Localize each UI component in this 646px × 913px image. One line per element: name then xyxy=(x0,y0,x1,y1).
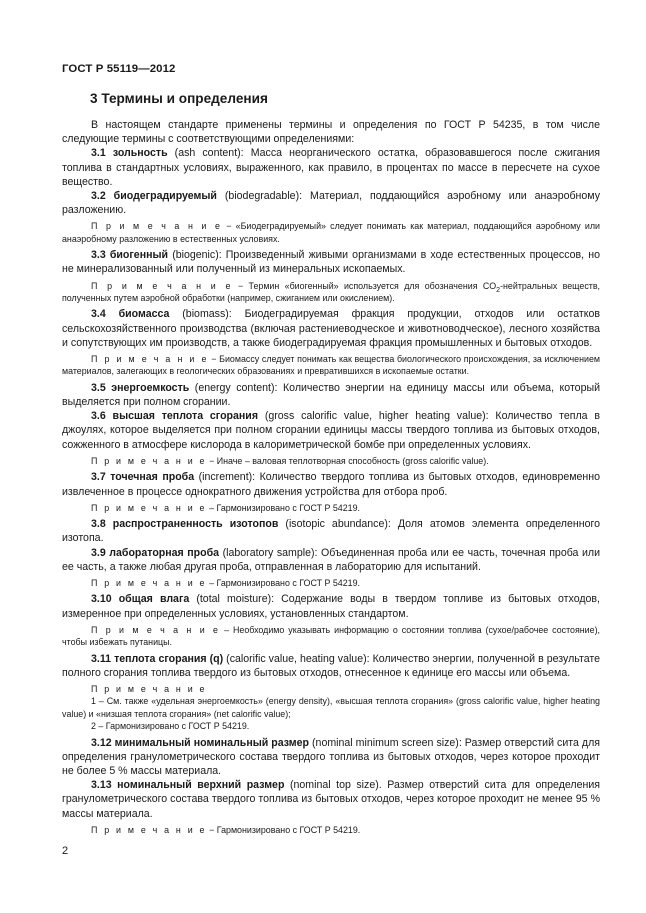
term-3-1 xyxy=(62,146,600,189)
note-text: − «Биодеградируемый» следует понимать как материал, поддающийся аэробному или анаэробному разложению в естественных условиях. xyxy=(62,221,600,244)
term-definition: (increment): Количество твердого топлива из бытовых отходов, единовременно извлеченное в процессе однократного движения устройства для отбора проб. xyxy=(62,471,600,498)
term-definition: (gross calorific value, higher heating value): Количество тепла в джоулях, которое выделяется при полном сгорании единицы массы твердого топлива из бытовых отходов, сожженного в атмосфере кислорода в калориметрической бомбе при определенных условиях. xyxy=(62,410,601,451)
note-3-4 xyxy=(62,353,600,378)
note-label: П р и м е ч а н и е xyxy=(91,354,209,365)
term-3-4 xyxy=(62,307,600,350)
term-definition: (isotopic abundance): Доля атомов элемента определенного изотопа. xyxy=(62,518,600,545)
term-3-2 xyxy=(62,189,600,217)
term-title: 3.2 биодеградируемый xyxy=(91,190,217,203)
note-label: П р и м е ч а н и е xyxy=(91,502,207,513)
note-3-3 xyxy=(62,280,600,305)
intro-paragraph: В настоящем стандарте применены термины и определения по ГОСТ Р 54235, в том числе следующие термины с соответствующими определениями: xyxy=(62,119,600,146)
note-subscript: 2 xyxy=(496,286,501,294)
note-3-7 xyxy=(62,502,600,514)
note-text: – Необходимо указывать информацию о состоянии топлива (сухое/рабочее состояние), чтобы избежать путаницы. xyxy=(62,624,601,648)
term-3-13 xyxy=(62,778,600,821)
term-title: 3.4 биомасса xyxy=(91,308,170,321)
term-3-11 xyxy=(62,652,600,680)
note-text: − Термин «биогенный» используется для обозначения CO xyxy=(232,280,497,291)
term-3-8 xyxy=(62,517,600,545)
term-title: 3.13 номинальный верхний размер xyxy=(91,779,285,792)
note-label: П р и м е ч а н и е xyxy=(91,577,207,588)
note-3-2 xyxy=(62,220,600,245)
term-title: 3.1 зольность xyxy=(91,147,168,160)
term-definition: (nominal top size). Размер отверстий сита для определения гранулометрического состава твердого топлива из бытовых отходов, через которое проходит не менее 95 % массы материала. xyxy=(62,779,601,820)
term-3-12 xyxy=(62,736,600,779)
term-definition: (nominal minimum screen size): Размер отверстий сита для определения гранулометрического состава твердого топлива из бытовых отходов, через которое проходит не более 5 % массы материала. xyxy=(62,736,600,777)
term-definition: (total moisture): Содержание воды в твердом топливе из бытовых отходов, измеренное при определенных условиях, установленных стандартом. xyxy=(62,593,600,620)
note-label: П р и м е ч а н и е xyxy=(91,824,207,835)
note-3-9 xyxy=(62,577,600,589)
term-definition: (biodegradable): Материал, поддающийся аэробному или анаэробному разложению. xyxy=(62,190,600,217)
note-label: П р и м е ч а н и е xyxy=(91,280,233,291)
term-title: 3.12 минимальный номинальный размер xyxy=(91,736,309,749)
term-title: 3.10 общая влага xyxy=(91,593,190,606)
note-3-11-label xyxy=(62,683,600,695)
term-definition: (biogenic): Произведенный живыми организмами в ходе естественных процессов, но не минерализованный или полученный из минеральных ископаемых. xyxy=(62,249,600,276)
term-definition: (calorific value, heating value): Количество энергии, полученной в результате полного сгорания топлива твердого из бытовых отходов, отнесенное к единице его массы или объема. xyxy=(62,652,601,679)
term-definition: (energy content): Количество энергии на единицу массы или объема, который выделяется при полном сгорании. xyxy=(62,381,600,409)
term-3-3 xyxy=(62,248,600,276)
term-3-6 xyxy=(62,409,600,452)
term-definition: (laboratory sample): Объединенная проба или ее часть, точечная проба или ее часть, а также любая другая проба, отправленная в лабораторию для испытаний. xyxy=(62,546,601,573)
term-title: 3.7 точечная проба xyxy=(91,471,195,484)
note-label: П р и м е ч а н и е xyxy=(91,624,221,635)
note-label: П р и м е ч а н и е xyxy=(91,683,207,694)
note-3-11-item-1: 1 – См. также «удельная энергоемкость» (energy density), «высшая теплота сгорания» (gross calorific value, higher heating value) и «низшая теплота сгорания» (net calorific value); xyxy=(62,696,600,719)
note-text: − Гармонизировано с ГОСТ Р 54219. xyxy=(206,824,361,835)
note-text: – Гармонизировано с ГОСТ Р 54219. xyxy=(206,502,360,513)
term-title: 3.5 энергоемкость xyxy=(91,381,190,394)
term-title: 3.3 биогенный xyxy=(91,249,169,262)
term-title: 3.9 лабораторная проба xyxy=(91,546,220,559)
page-header: ГОСТ Р 55119—2012 xyxy=(62,63,176,75)
note-3-11-item-2: 2 – Гармонизировано с ГОСТ Р 54219. xyxy=(91,721,250,732)
section-title: 3 Термины и определения xyxy=(90,91,268,106)
note-label: П р и м е ч а н и е xyxy=(91,221,223,232)
note-3-13 xyxy=(62,824,600,836)
term-3-5 xyxy=(62,381,600,409)
note-text: − Биомассу следует понимать как вещества биологического происхождения, за исключением материалов, залегающих в геологических образованиях и превратившихся в ископаемые остатки. xyxy=(62,354,601,377)
term-definition: (ash content): Масса неорганического остатка, образовавшегося после сжигания топлива в стандартных условиях, выраженного, как правило, в процентах по массе в пересчете на сухое вещество. xyxy=(62,147,600,188)
term-3-7 xyxy=(62,470,600,498)
term-3-10 xyxy=(62,592,600,620)
note-label: П р и м е ч а н и е xyxy=(91,455,207,466)
document-body xyxy=(62,118,600,836)
page-number: 2 xyxy=(62,845,69,857)
note-text: -нейтральных веществ, полученных путем аэробной обработки (например, сжиганием или окислением). xyxy=(62,280,601,304)
term-title: 3.6 высшая теплота сгорания xyxy=(91,410,259,423)
term-title: 3.11 теплота сгорания (q) xyxy=(91,652,224,665)
term-3-9 xyxy=(62,546,600,574)
note-text: – Гармонизировано с ГОСТ Р 54219. xyxy=(206,577,360,588)
note-text: − Иначе – валовая теплотворная способность (gross calorific value). xyxy=(206,455,489,466)
note-3-10 xyxy=(62,624,600,649)
term-definition: (biomass): Биодеградируемая фракция продукции, отходов или остатков сельскохозяйственного производства (включая растениеводческое и животноводческое), лесного хозяйства и сопутствующих им производств, а также биодеградируемая фракция промышленных и бытовых отходов. xyxy=(62,308,600,349)
note-3-6 xyxy=(62,455,600,467)
term-title: 3.8 распространенность изотопов xyxy=(91,518,279,531)
